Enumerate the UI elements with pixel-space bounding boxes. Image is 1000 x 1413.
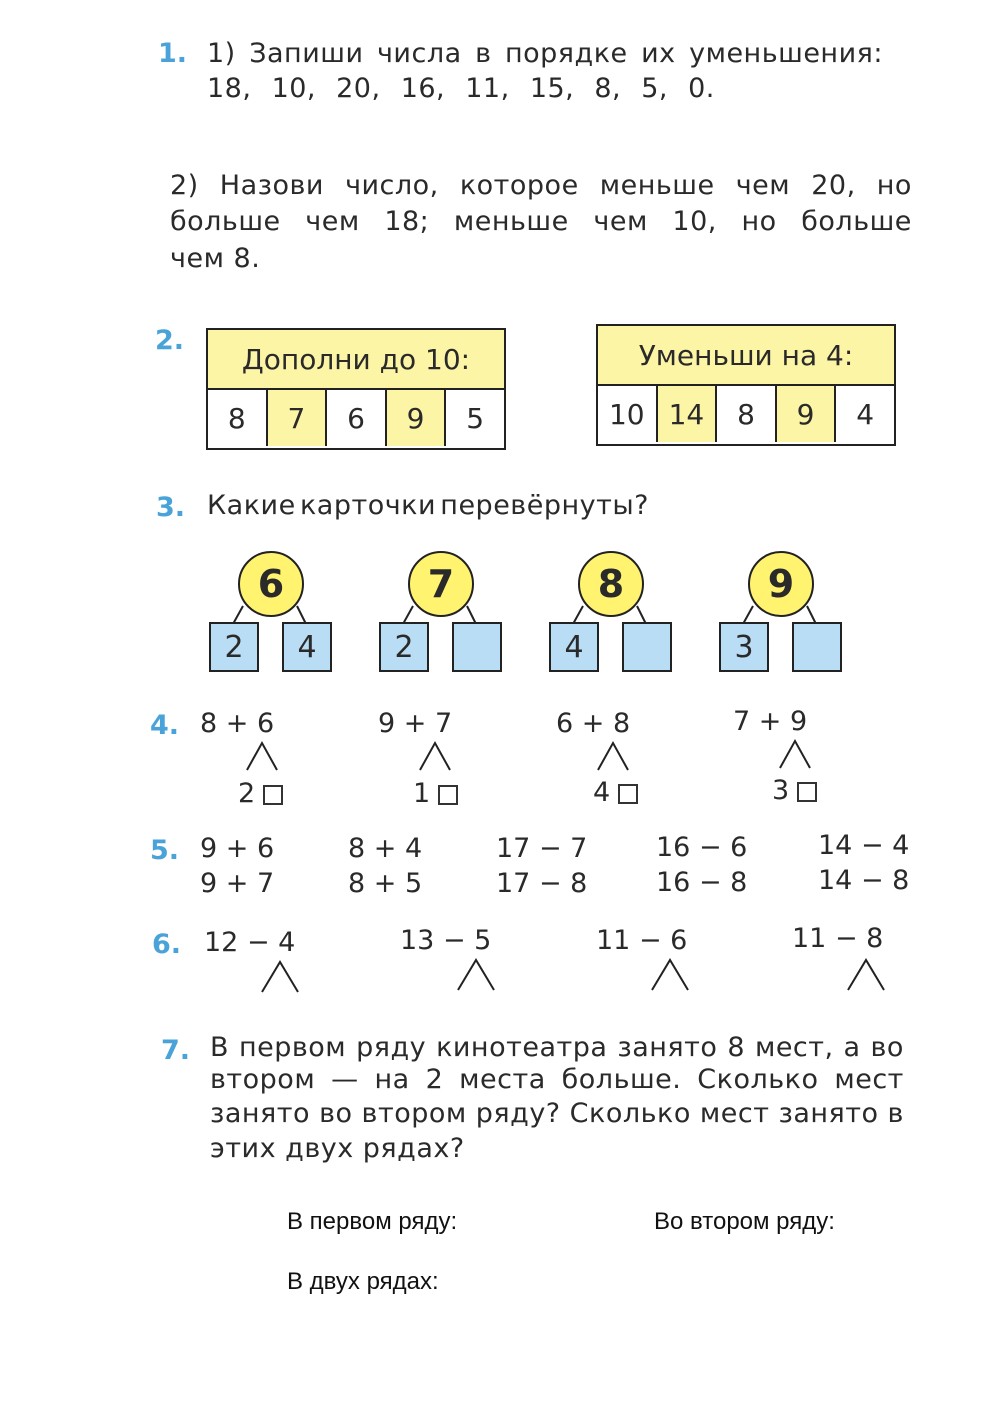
word: больше (170, 206, 281, 237)
expression: 14 − 8 (818, 865, 910, 896)
word: порядке (504, 38, 628, 69)
second-row-answer-label: Во втором ряду: (654, 1208, 835, 1235)
task-7-line-2 (210, 1064, 904, 1095)
word: чем (593, 206, 648, 237)
word: — (331, 1064, 359, 1095)
word: в (887, 1098, 904, 1129)
expression: 14 − 4 (818, 830, 910, 861)
sum-circle: 7 (408, 551, 474, 617)
split-part (772, 775, 817, 806)
table-cell: 7 (268, 390, 328, 446)
word: занято (778, 1098, 879, 1129)
word: меньше (453, 206, 569, 237)
task-1-number: 1. (158, 38, 188, 69)
word: на (374, 1064, 410, 1095)
word: Назови (219, 170, 324, 201)
expression: 9 + 7 (200, 868, 275, 899)
word: 8, (594, 73, 622, 104)
word: 2) (170, 170, 199, 201)
word: которое (459, 170, 579, 201)
word: в (475, 38, 492, 69)
word: занято (210, 1098, 311, 1129)
number-card: 4 (549, 622, 599, 672)
split-first-number: 1 (413, 778, 431, 809)
complement-to-10-title: Дополни до 10: (208, 330, 504, 390)
word: места (459, 1064, 546, 1095)
task-5-number: 5. (150, 835, 180, 866)
word: ряду (356, 1032, 427, 1063)
word: кинотеатра (436, 1032, 608, 1063)
expression: 16 − 6 (656, 832, 748, 863)
word: во (319, 1098, 353, 1129)
task-7-line-1 (210, 1032, 904, 1063)
word: чем (305, 206, 360, 237)
word: 20, (811, 170, 856, 201)
expression: 16 − 8 (656, 867, 748, 898)
expression: 13 − 5 (400, 925, 492, 956)
word: втором (210, 1064, 316, 1095)
expression: 11 − 6 (596, 925, 688, 956)
word: 18, (207, 73, 252, 104)
task-1-part-2-line-3: чем 8. (170, 243, 261, 274)
split-first-number: 2 (238, 778, 256, 809)
task-7-number: 7. (161, 1035, 191, 1066)
table-cell: 5 (466, 401, 485, 435)
task-2-number: 2. (155, 325, 185, 356)
word: больше. (561, 1064, 682, 1095)
answer-box[interactable] (438, 785, 458, 805)
word: перевёрнуты? (440, 490, 649, 521)
word: число, (345, 170, 439, 201)
split-part (593, 777, 638, 808)
word: ряду? (475, 1098, 561, 1129)
task-7-line-3 (210, 1098, 904, 1129)
expression: 7 + 9 (733, 706, 808, 737)
expression: 9 + 7 (378, 708, 453, 739)
word: меньше (599, 170, 715, 201)
word: Запиши (249, 38, 364, 69)
table-cell: 8 (717, 386, 777, 442)
table-cell: 14 (658, 386, 718, 442)
word: но (741, 206, 777, 237)
number-card: 3 (719, 622, 769, 672)
word: втором (361, 1098, 467, 1129)
two-rows-answer-label: В двух рядах: (287, 1268, 439, 1295)
word: числа (376, 38, 462, 69)
word: во (870, 1032, 904, 1063)
number-card: 2 (209, 622, 259, 672)
expression: 8 + 6 (200, 708, 275, 739)
task-6-number: 6. (152, 929, 182, 960)
task-4-number: 4. (150, 710, 180, 741)
split-part (413, 778, 458, 809)
sum-circle: 8 (578, 551, 644, 617)
word: 10, (271, 73, 317, 104)
sum-circle: 6 (238, 551, 304, 617)
table-cell: 10 (598, 386, 658, 442)
word: 15, (529, 73, 575, 104)
word: первом (238, 1032, 347, 1063)
word: занято (617, 1032, 718, 1063)
word: больше (801, 206, 912, 237)
word: мест, (754, 1032, 834, 1063)
word: 8 (727, 1032, 746, 1063)
word: В (210, 1032, 230, 1063)
split-first-number: 3 (772, 775, 790, 806)
expression: 8 + 4 (348, 833, 423, 864)
expression: 9 + 6 (200, 833, 275, 864)
word: 2 (425, 1064, 444, 1095)
expression: 17 − 8 (496, 868, 588, 899)
answer-box[interactable] (618, 784, 638, 804)
expression: 17 − 7 (496, 833, 588, 864)
expression: 12 − 4 (204, 927, 296, 958)
table-cell: 4 (856, 397, 875, 431)
table-cell: 6 (327, 390, 387, 446)
expression: 6 + 8 (556, 708, 631, 739)
word: их (641, 38, 676, 69)
word: мест (699, 1098, 770, 1129)
word: Сколько (697, 1064, 819, 1095)
word: 10, (672, 206, 717, 237)
answer-box[interactable] (263, 785, 283, 805)
word: но (876, 170, 912, 201)
word: 5, (641, 73, 669, 104)
word: 20, (336, 73, 381, 104)
table-cell: 9 (777, 386, 837, 442)
expression: 11 − 8 (792, 923, 884, 954)
table-cell: 8 (208, 390, 268, 446)
decrease-by-4-title: Уменьши на 4: (598, 326, 894, 386)
answer-box[interactable] (797, 782, 817, 802)
sum-circle: 9 (748, 551, 814, 617)
word: 16, (400, 73, 446, 104)
word: Какие (207, 490, 296, 521)
first-row-answer-label: В первом ряду: (287, 1208, 458, 1235)
split-first-number: 4 (593, 777, 611, 808)
word: чем (735, 170, 791, 201)
number-card: 2 (379, 622, 429, 672)
number-card: 4 (282, 622, 332, 672)
expression: 8 + 5 (348, 868, 423, 899)
split-part (238, 778, 283, 809)
word: мест (834, 1064, 904, 1095)
word: уменьшения: (689, 38, 883, 69)
word: 11, (465, 73, 510, 104)
word: 0. (688, 73, 715, 104)
task-7-line-4: этих двух рядах? (210, 1133, 465, 1164)
task-3-number: 3. (156, 492, 186, 523)
word: 1) (207, 38, 236, 69)
table-cell: 9 (387, 390, 447, 446)
word: Сколько (569, 1098, 691, 1129)
word: карточки (299, 490, 437, 521)
word: а (843, 1032, 861, 1063)
word: 18; (384, 206, 430, 237)
